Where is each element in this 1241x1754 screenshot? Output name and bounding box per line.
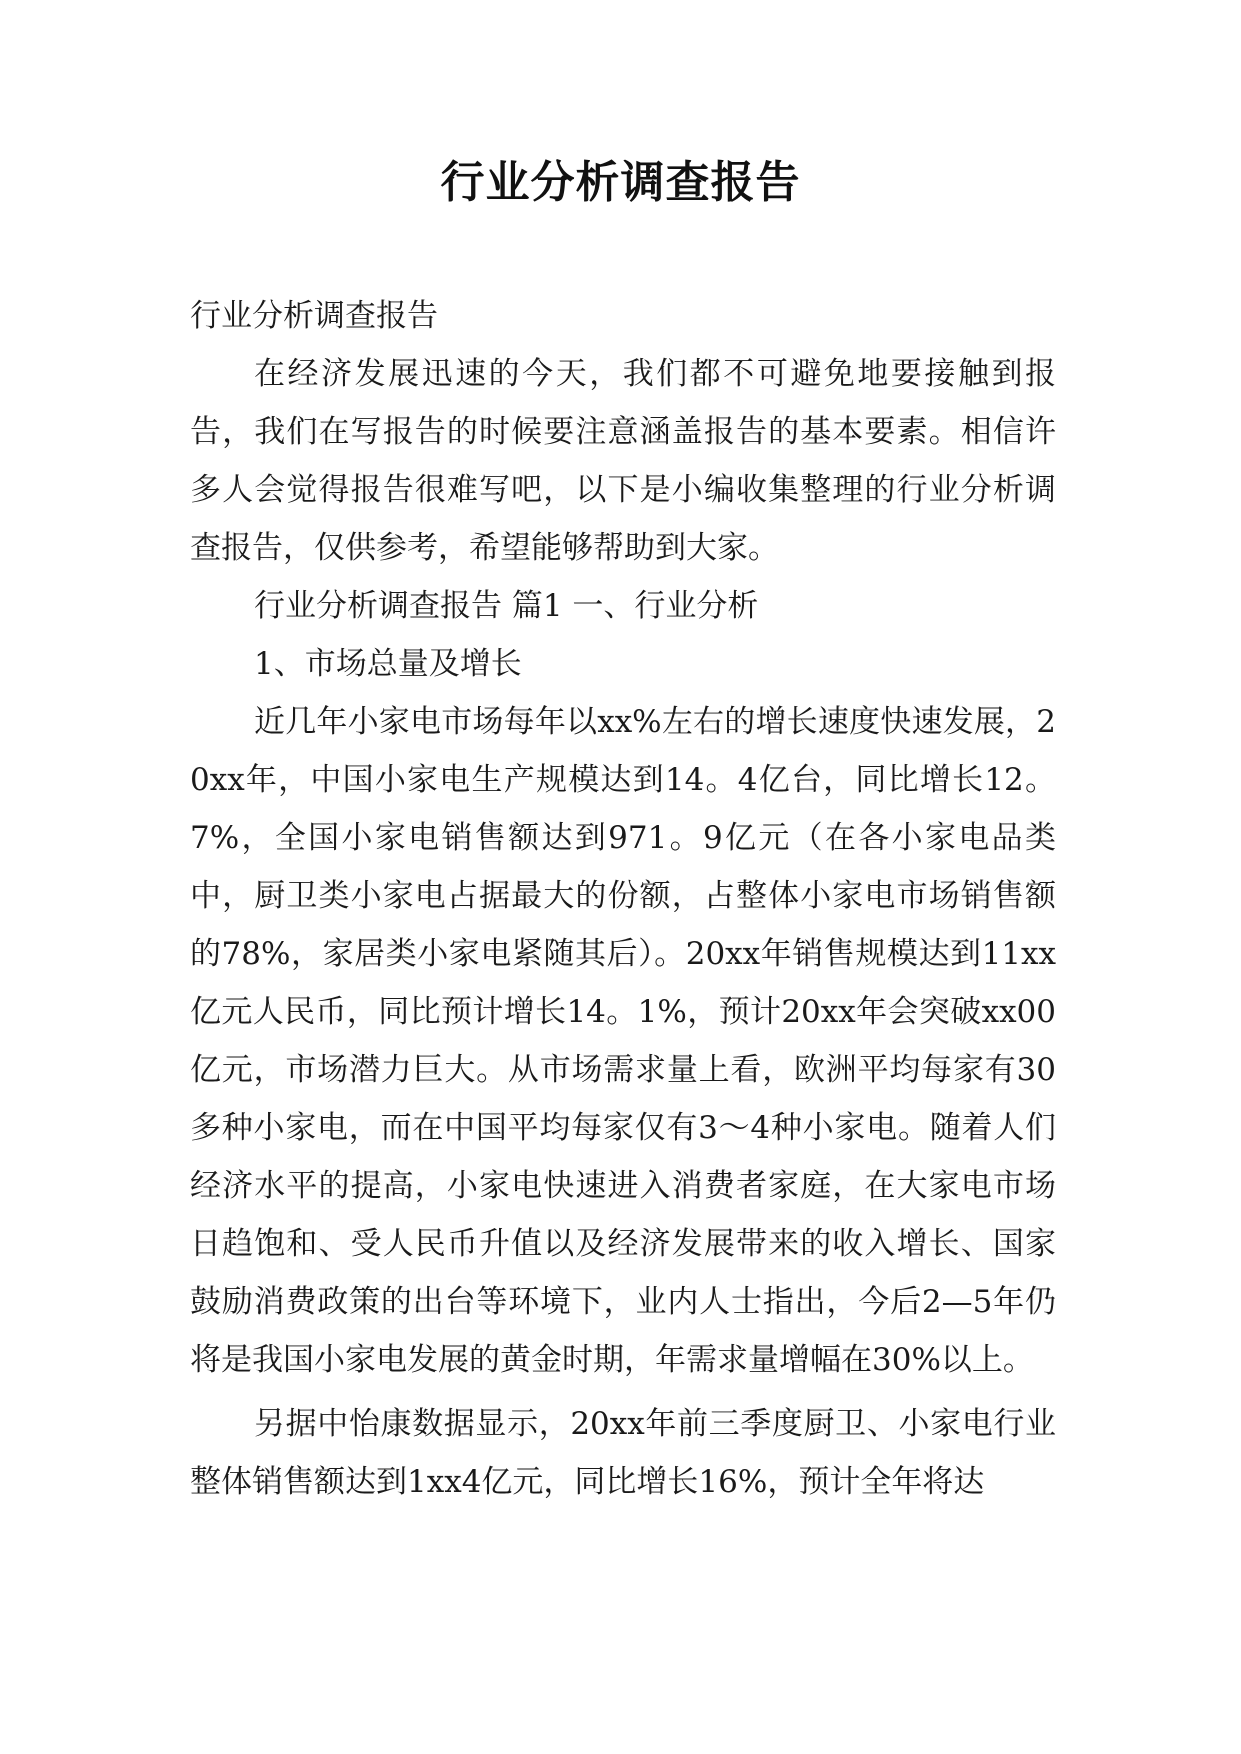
- market-paragraph: 近几年小家电市场每年以xx%左右的增长速度快速发展，20xx年，中国小家电生产规模达到14。4亿台，同比增长12。7%，全国小家电销售额达到971。9亿元（在各小家电品类中，厨卫类小家电占据最大的份额，占整体小家电市场销售额的78%，家居类小家电紧随其后）。20xx年销售规模达到11xx亿元人民币，同比预计增长14。1%，预计20xx年会突破xx00亿元，市场潜力巨大。从市场需求量上看，欧洲平均每家有30多种小家电，而在中国平均每家仅有3～4种小家电。随着人们经济水平的提高，小家电快速进入消费者家庭，在大家电市场日趋饱和、受人民币升值以及经济发展带来的收入增长、国家鼓励消费政策的出台等环境下，业内人士指出，今后2—5年仍将是我国小家电发展的黄金时期，年需求量增幅在30%以上。: [190, 704, 1056, 1378]
- document-subtitle: 行业分析调查报告: [190, 298, 438, 334]
- document-body: [190, 287, 1056, 1511]
- data-paragraph: 另据中怡康数据显示，20xx年前三季度厨卫、小家电行业整体销售额达到1xx4亿元，同比增长16%，预计全年将达: [190, 1406, 1056, 1500]
- subsection-heading: 1、市场总量及增长: [254, 646, 522, 682]
- document-title: 行业分析调查报告: [440, 157, 801, 208]
- section-heading: 行业分析调查报告 篇1 一、行业分析: [254, 588, 759, 624]
- intro-paragraph: 在经济发展迅速的今天，我们都不可避免地要接触到报告，我们在写报告的时候要注意涵盖报告的基本要素。相信许多人会觉得报告很难写吧，以下是小编收集整理的行业分析调查报告，仅供参考，希望能够帮助到大家。: [190, 356, 1056, 566]
